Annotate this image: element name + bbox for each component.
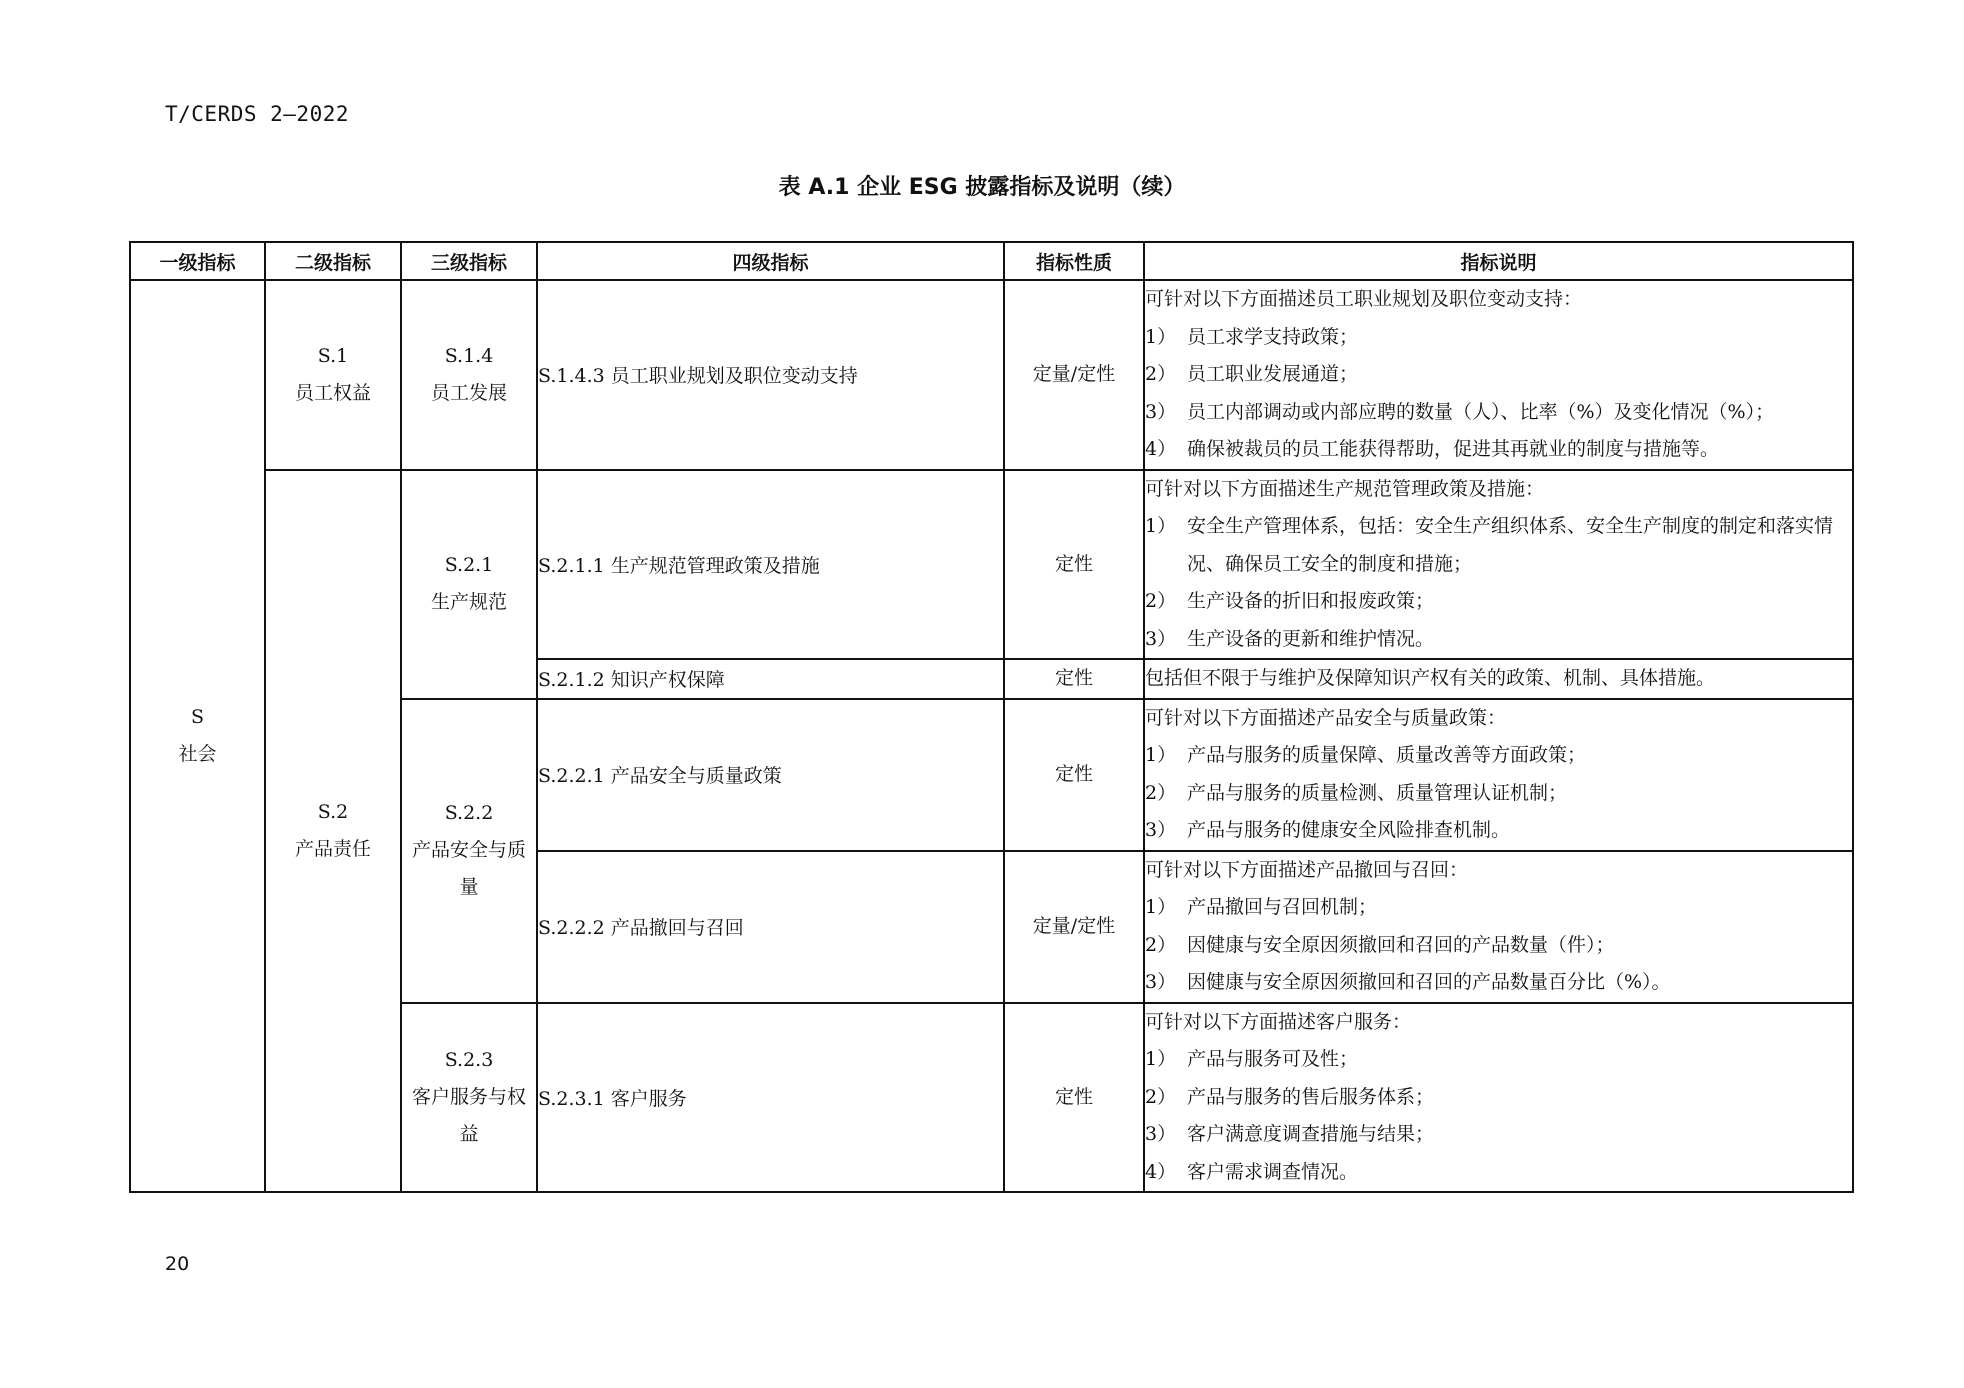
item-text: 产品与服务的质量检测、质量管理认证机制； — [1187, 781, 1568, 804]
item-number: 1） — [1145, 515, 1177, 537]
item-text: 客户需求调查情况。 — [1187, 1160, 1359, 1183]
level2-name: 员工权益 — [294, 381, 371, 404]
level4-indicator: S.2.2.1 产品安全与质量政策 — [537, 699, 1004, 851]
item-text: 安全生产管理体系，包括：安全生产组织体系、安全生产制度的制定和落实情况、确保员工安全的制度和措施； — [1187, 515, 1834, 575]
col-header-nature: 指标性质 — [1004, 242, 1144, 280]
item-number: 3） — [1145, 971, 1177, 993]
item-text: 员工职业发展通道； — [1187, 363, 1359, 385]
item-text: 产品与服务的质量保障、质量改善等方面政策； — [1187, 744, 1587, 766]
description-item — [1145, 775, 1852, 813]
table-row — [130, 280, 1853, 470]
indicator-nature: 定性 — [1004, 699, 1144, 851]
level4-indicator: S.2.3.1 客户服务 — [537, 1003, 1004, 1193]
item-text: 产品撤回与召回机制； — [1187, 896, 1378, 918]
table-title: 表 A.1 企业 ESG 披露指标及说明（续） — [778, 175, 1186, 200]
item-text: 员工内部调动或内部应聘的数量（人）、比率（%）及变化情况（%）； — [1187, 400, 1775, 423]
level4-indicator: S.2.1.1 生产规范管理政策及措施 — [537, 470, 1004, 660]
description-item — [1145, 1154, 1852, 1192]
indicator-nature: 定性 — [1004, 470, 1144, 660]
item-number: 1） — [1145, 896, 1177, 918]
item-number: 3） — [1145, 1123, 1177, 1145]
standard-code: T/CERDS 2—2022 — [165, 102, 350, 126]
item-number: 2） — [1145, 781, 1177, 804]
level3-name: 员工发展 — [430, 381, 507, 404]
item-text: 因健康与安全原因须撤回和召回的产品数量百分比（%）。 — [1187, 971, 1671, 993]
indicator-description — [1144, 470, 1853, 660]
indicator-nature: 定性 — [1004, 1003, 1144, 1193]
description-item — [1145, 319, 1852, 357]
description-item — [1145, 508, 1852, 583]
item-text: 产品与服务可及性； — [1187, 1048, 1359, 1070]
item-number: 2） — [1145, 363, 1177, 385]
indicator-nature: 定量/定性 — [1004, 280, 1144, 470]
level3-code: S.1.4 — [444, 344, 494, 367]
description-item — [1145, 431, 1852, 469]
description-item — [1145, 394, 1852, 432]
description-intro: 可针对以下方面描述产品安全与质量政策： — [1145, 706, 1507, 729]
level3-name: 产品安全与质量 — [411, 839, 526, 898]
description-item — [1145, 889, 1852, 927]
item-number: 1） — [1145, 1048, 1177, 1070]
level2-cell — [265, 470, 401, 1193]
item-number: 2） — [1145, 1085, 1177, 1108]
item-text: 确保被裁员的员工能获得帮助，促进其再就业的制度与措施等。 — [1187, 438, 1720, 460]
description-item — [1145, 964, 1852, 1002]
level3-cell — [401, 280, 537, 470]
indicator-description — [1144, 1003, 1853, 1193]
description-intro: 可针对以下方面描述生产规范管理政策及措施： — [1145, 477, 1545, 500]
col-header-description: 指标说明 — [1144, 242, 1853, 280]
description-item — [1145, 927, 1852, 965]
table-row — [130, 470, 1853, 660]
level3-cell — [401, 699, 537, 1003]
level3-code: S.2.1 — [444, 554, 494, 576]
item-number: 2） — [1145, 590, 1177, 612]
description-item — [1145, 812, 1852, 850]
item-text: 生产设备的更新和维护情况。 — [1187, 627, 1435, 650]
description-item — [1145, 1079, 1852, 1117]
indicator-nature: 定性 — [1004, 659, 1144, 699]
description-item — [1145, 1116, 1852, 1154]
level2-code: S.2 — [317, 800, 349, 823]
indicator-description — [1144, 699, 1853, 851]
item-text: 因健康与安全原因须撤回和召回的产品数量（件）； — [1187, 933, 1615, 956]
description-item — [1145, 621, 1852, 659]
level3-cell — [401, 470, 537, 699]
level1-name: 社会 — [178, 743, 217, 765]
level4-indicator: S.2.1.2 知识产权保障 — [537, 659, 1004, 699]
description-intro: 可针对以下方面描述客户服务： — [1145, 1010, 1412, 1033]
description-item — [1145, 583, 1852, 621]
item-number: 1） — [1145, 325, 1177, 348]
item-number: 4） — [1145, 1160, 1177, 1183]
level3-cell — [401, 1003, 537, 1193]
indicator-description — [1144, 851, 1853, 1003]
level2-name: 产品责任 — [294, 837, 371, 860]
col-header-level4: 四级指标 — [537, 242, 1004, 280]
item-number: 4） — [1145, 438, 1177, 460]
level3-code: S.2.3 — [444, 1048, 494, 1071]
item-text: 生产设备的折旧和报废政策； — [1187, 590, 1435, 612]
col-header-level2: 二级指标 — [265, 242, 401, 280]
level3-name: 客户服务与权益 — [411, 1085, 526, 1145]
level3-code: S.2.2 — [444, 802, 494, 824]
description-item — [1145, 356, 1852, 394]
item-number: 3） — [1145, 627, 1177, 650]
level4-indicator: S.1.4.3 员工职业规划及职位变动支持 — [537, 280, 1004, 470]
level3-name: 生产规范 — [430, 591, 507, 613]
level1-code: S — [190, 706, 205, 728]
level4-indicator: S.2.2.2 产品撤回与召回 — [537, 851, 1004, 1003]
indicator-nature: 定量/定性 — [1004, 851, 1144, 1003]
table-header-row — [130, 242, 1853, 280]
esg-indicator-table — [129, 241, 1854, 1193]
item-number: 2） — [1145, 933, 1177, 956]
description-item — [1145, 737, 1852, 775]
description-intro: 可针对以下方面描述员工职业规划及职位变动支持： — [1145, 288, 1583, 310]
description-intro: 可针对以下方面描述产品撤回与召回： — [1145, 858, 1469, 881]
item-number: 3） — [1145, 400, 1177, 423]
item-number: 1） — [1145, 744, 1177, 766]
description-item — [1145, 1041, 1852, 1079]
description-intro: 包括但不限于与维护及保障知识产权有关的政策、机制、具体措施。 — [1145, 667, 1716, 689]
page-number: 20 — [165, 1253, 190, 1275]
item-number: 3） — [1145, 819, 1177, 841]
level1-cell — [130, 280, 265, 1192]
col-header-level3: 三级指标 — [401, 242, 537, 280]
col-header-level1: 一级指标 — [130, 242, 265, 280]
item-text: 产品与服务的健康安全风险排查机制。 — [1187, 819, 1511, 841]
item-text: 产品与服务的售后服务体系； — [1187, 1085, 1435, 1108]
indicator-description — [1144, 280, 1853, 470]
level2-code: S.1 — [317, 344, 349, 367]
item-text: 员工求学支持政策； — [1187, 325, 1359, 348]
indicator-description — [1144, 659, 1853, 699]
level2-cell — [265, 280, 401, 470]
item-text: 客户满意度调查措施与结果； — [1187, 1123, 1435, 1145]
